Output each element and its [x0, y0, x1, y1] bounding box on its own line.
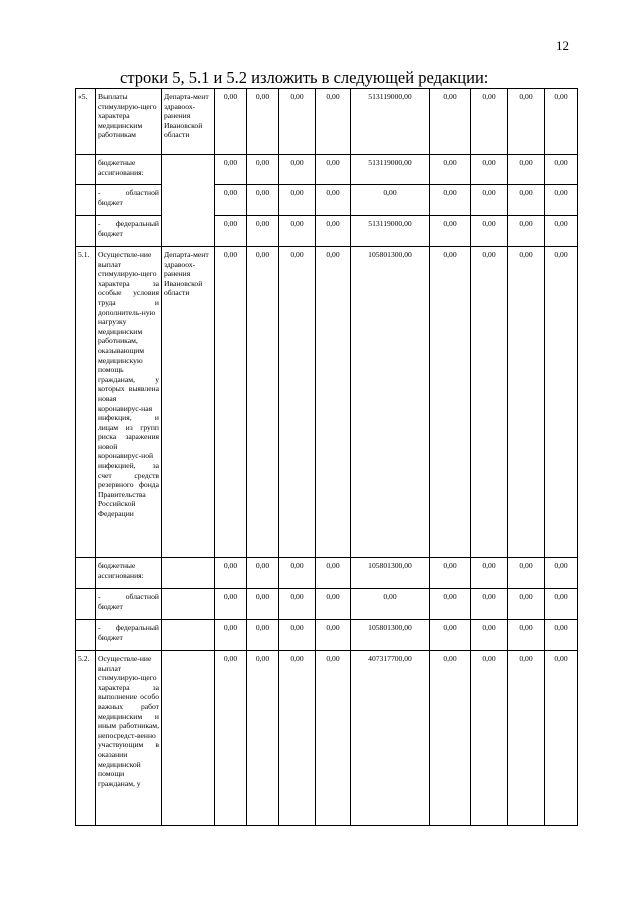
- row-code-cell: «5.: [76, 89, 96, 155]
- row-description-cell: - областной бюджет: [96, 589, 162, 620]
- value-cell: 0,00: [471, 620, 508, 651]
- value-cell: 0,00: [545, 558, 578, 589]
- value-cell: 0,00: [215, 558, 247, 589]
- value-cell: 0,00: [316, 558, 351, 589]
- row-executor-cell: [162, 620, 215, 651]
- value-cell: 0,00: [471, 558, 508, 589]
- row-code-cell: [76, 589, 96, 620]
- row-code-cell: [76, 620, 96, 651]
- value-cell: 513119000,00: [351, 155, 430, 185]
- value-cell: 0,00: [215, 589, 247, 620]
- value-cell: 0,00: [430, 651, 471, 826]
- value-cell: 0,00: [247, 620, 279, 651]
- value-cell: 0,00: [316, 589, 351, 620]
- amendment-heading: строки 5, 5.1 и 5.2 изложить в следующей редакции:: [120, 68, 489, 87]
- row-description-cell: - областной бюджет: [96, 185, 162, 216]
- value-cell: 0,00: [508, 651, 545, 826]
- table-row: [76, 89, 578, 155]
- value-cell: 0,00: [508, 247, 545, 558]
- value-cell: 0,00: [508, 216, 545, 247]
- value-cell: 513119000,00: [351, 89, 430, 155]
- table-row: [76, 589, 578, 620]
- value-cell: 0,00: [279, 620, 316, 651]
- value-cell: 0,00: [247, 651, 279, 826]
- value-cell: 0,00: [545, 216, 578, 247]
- value-cell: 0,00: [247, 558, 279, 589]
- value-cell: 0,00: [430, 558, 471, 589]
- value-cell: 0,00: [316, 651, 351, 826]
- row-code-cell: [76, 155, 96, 185]
- row-code-cell: 5.2.: [76, 651, 96, 826]
- table-row: [76, 620, 578, 651]
- value-cell: 0,00: [215, 651, 247, 826]
- value-cell: 105801300,00: [351, 558, 430, 589]
- row-code-cell: [76, 216, 96, 247]
- value-cell: 0,00: [545, 589, 578, 620]
- row-description-cell: бюджетные ассигнования:: [96, 155, 162, 185]
- value-cell: 0,00: [430, 216, 471, 247]
- row-executor-cell: [162, 589, 215, 620]
- value-cell: 0,00: [247, 589, 279, 620]
- table-row: [76, 185, 578, 216]
- value-cell: 0,00: [508, 620, 545, 651]
- value-cell: 0,00: [215, 155, 247, 185]
- value-cell: 0,00: [351, 589, 430, 620]
- value-cell: 0,00: [471, 89, 508, 155]
- table-row: [76, 216, 578, 247]
- value-cell: 0,00: [430, 620, 471, 651]
- value-cell: 0,00: [471, 155, 508, 185]
- value-cell: 0,00: [351, 185, 430, 216]
- row-code-cell: [76, 185, 96, 216]
- table-row: [76, 247, 578, 558]
- row-executor-cell: [162, 651, 215, 826]
- value-cell: 0,00: [545, 247, 578, 558]
- value-cell: 0,00: [279, 155, 316, 185]
- row-executor-cell: Департа-мент здравоох-ранения Ивановской области: [162, 89, 215, 155]
- value-cell: 0,00: [279, 216, 316, 247]
- row-executor-cell: [162, 155, 215, 247]
- value-cell: 0,00: [316, 89, 351, 155]
- value-cell: 0,00: [279, 558, 316, 589]
- value-cell: 0,00: [508, 155, 545, 185]
- table-row: [76, 651, 578, 826]
- row-description-cell: бюджетные ассигнования:: [96, 558, 162, 589]
- value-cell: 0,00: [215, 185, 247, 216]
- value-cell: 0,00: [508, 89, 545, 155]
- value-cell: 0,00: [471, 651, 508, 826]
- value-cell: 0,00: [247, 216, 279, 247]
- row-executor-cell: [162, 558, 215, 589]
- value-cell: 0,00: [247, 247, 279, 558]
- value-cell: 0,00: [247, 185, 279, 216]
- value-cell: 0,00: [508, 589, 545, 620]
- value-cell: 0,00: [279, 651, 316, 826]
- value-cell: 0,00: [247, 89, 279, 155]
- value-cell: 0,00: [430, 247, 471, 558]
- row-code-cell: [76, 558, 96, 589]
- value-cell: 0,00: [508, 558, 545, 589]
- value-cell: 0,00: [430, 89, 471, 155]
- row-description-cell: Осуществле-ние выплат стимулирую-щего характера за особые условия труда и дополнитель-ную нагрузку медицинским работникам, оказывающим медицинскую помощь гражданам, у которых выявлена новая коронавирус-ная инфекция, и лицам из групп риска заражения новой коронавирус-ной инфекцией, за счет средств резервного фонда Правительства Российской Федерации: [96, 247, 162, 558]
- value-cell: 0,00: [215, 247, 247, 558]
- value-cell: 0,00: [545, 185, 578, 216]
- value-cell: 0,00: [545, 620, 578, 651]
- value-cell: 0,00: [471, 589, 508, 620]
- value-cell: 0,00: [471, 216, 508, 247]
- value-cell: 105801300,00: [351, 247, 430, 558]
- value-cell: 0,00: [471, 185, 508, 216]
- value-cell: 513119000,00: [351, 216, 430, 247]
- value-cell: 0,00: [430, 589, 471, 620]
- value-cell: 0,00: [279, 589, 316, 620]
- row-description-cell: - федеральный бюджет: [96, 216, 162, 247]
- value-cell: 0,00: [508, 185, 545, 216]
- row-executor-cell: Департа-мент здравоох-ранения Ивановской области: [162, 247, 215, 558]
- value-cell: 0,00: [316, 216, 351, 247]
- value-cell: 0,00: [545, 89, 578, 155]
- row-description-cell: Осуществле-ние выплат стимулирую-щего характера за выполнение особо важных работ медицинским и иным работникам, непосредст-венно участвующим в оказании медицинской помощи гражданам, у: [96, 651, 162, 826]
- value-cell: 0,00: [430, 185, 471, 216]
- value-cell: 0,00: [279, 185, 316, 216]
- value-cell: 0,00: [430, 155, 471, 185]
- value-cell: 0,00: [247, 155, 279, 185]
- value-cell: 0,00: [316, 247, 351, 558]
- value-cell: 0,00: [316, 185, 351, 216]
- table-row: [76, 558, 578, 589]
- value-cell: 0,00: [215, 216, 247, 247]
- value-cell: 0,00: [316, 155, 351, 185]
- table-row: [76, 155, 578, 185]
- value-cell: 0,00: [279, 247, 316, 558]
- page-number: 12: [556, 38, 569, 53]
- budget-table: [75, 88, 578, 826]
- row-code-cell: 5.1.: [76, 247, 96, 558]
- value-cell: 0,00: [545, 155, 578, 185]
- value-cell: 0,00: [215, 89, 247, 155]
- value-cell: 0,00: [471, 247, 508, 558]
- row-description-cell: Выплаты стимулирую-щего характера медицинским работникам: [96, 89, 162, 155]
- value-cell: 0,00: [316, 620, 351, 651]
- value-cell: 0,00: [279, 89, 316, 155]
- row-description-cell: - федеральный бюджет: [96, 620, 162, 651]
- value-cell: 0,00: [545, 651, 578, 826]
- value-cell: 407317700,00: [351, 651, 430, 826]
- value-cell: 0,00: [215, 620, 247, 651]
- value-cell: 105801300,00: [351, 620, 430, 651]
